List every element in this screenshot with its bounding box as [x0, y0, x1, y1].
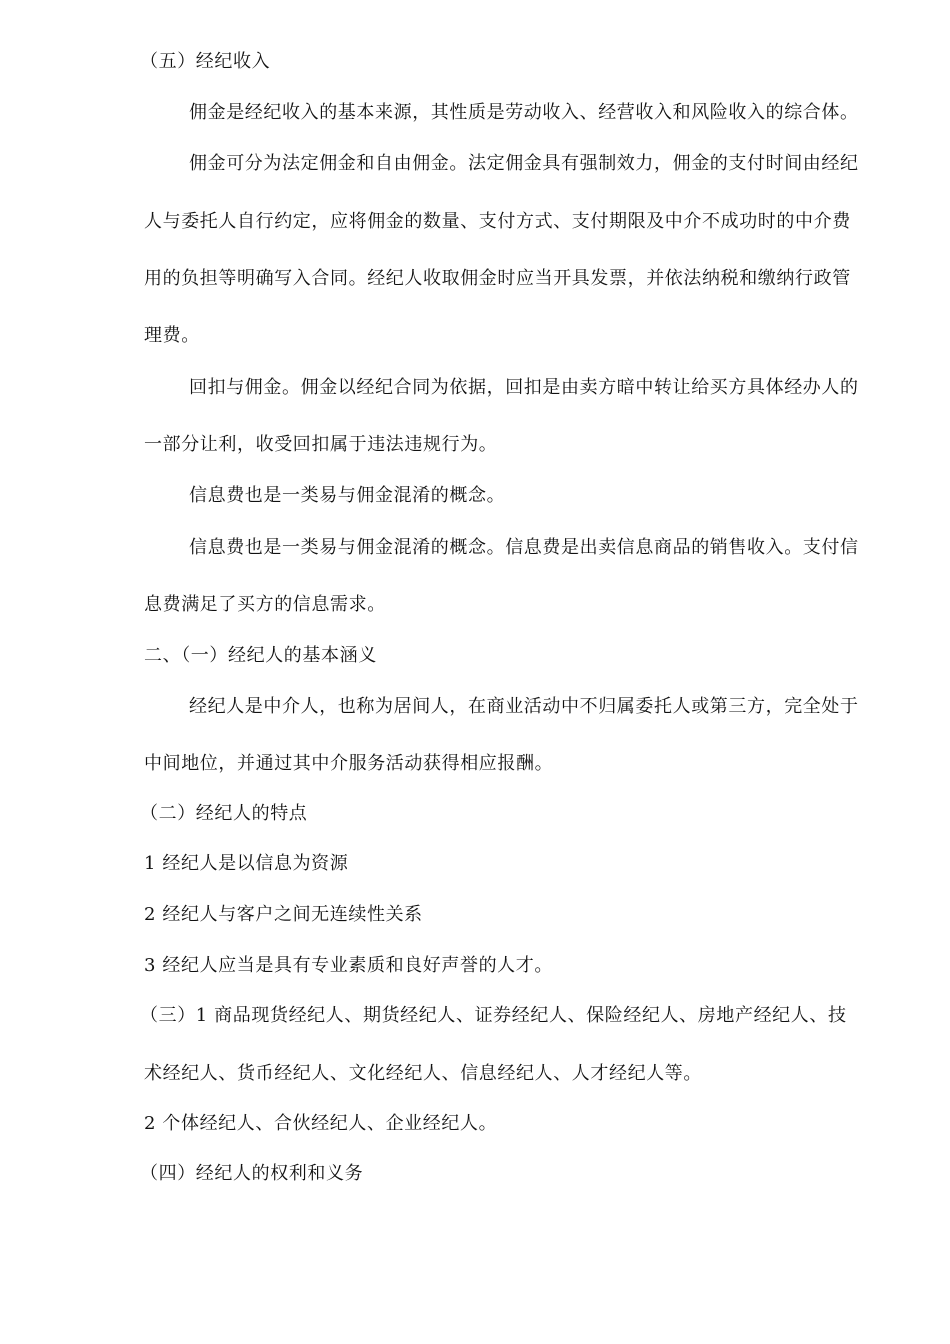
list-item: 1 经纪人是以信息为资源 [144, 853, 349, 874]
section-heading-characteristics: （二）经纪人的特点 [140, 803, 308, 824]
paragraph-line: 息费满足了买方的信息需求。 [144, 594, 386, 615]
list-item: 2 个体经纪人、合伙经纪人、企业经纪人。 [144, 1113, 498, 1134]
paragraph-line: 一部分让利，收受回扣属于违法违规行为。 [144, 434, 498, 455]
list-item: 3 经纪人应当是具有专业素质和良好声誉的人才。 [144, 955, 553, 976]
paragraph-line: 信息费也是一类易与佣金混淆的概念。信息费是出卖信息商品的销售收入。支付信 [189, 537, 859, 558]
paragraph-line: 信息费也是一类易与佣金混淆的概念。 [189, 485, 506, 506]
list-item: 2 经纪人与客户之间无连续性关系 [144, 904, 423, 925]
section-heading-commission-income: （五）经纪收入 [140, 51, 271, 72]
paragraph-line: 理费。 [144, 325, 200, 346]
paragraph-line: 用的负担等明确写入合同。经纪人收取佣金时应当开具发票，并依法纳税和缴纳行政管 [144, 268, 851, 289]
section-heading-rights-duties: （四）经纪人的权利和义务 [140, 1163, 364, 1184]
paragraph-line: 佣金是经纪收入的基本来源，其性质是劳动收入、经营收入和风险收入的综合体。 [189, 102, 859, 123]
section-heading-basic-meaning: 二、（一）经纪人的基本涵义 [144, 645, 377, 666]
paragraph-line: 经纪人是中介人，也称为居间人，在商业活动中不归属委托人或第三方，完全处于 [189, 696, 859, 717]
paragraph-line: 术经纪人、货币经纪人、文化经纪人、信息经纪人、人才经纪人等。 [144, 1063, 702, 1084]
paragraph-line: 人与委托人自行约定，应将佣金的数量、支付方式、支付期限及中介不成功时的中介费 [144, 211, 851, 232]
paragraph-line: 佣金可分为法定佣金和自由佣金。法定佣金具有强制效力，佣金的支付时间由经纪 [189, 153, 859, 174]
paragraph-line: 中间地位，并通过其中介服务活动获得相应报酬。 [144, 753, 554, 774]
section-heading-types: （三）1 商品现货经纪人、期货经纪人、证券经纪人、保险经纪人、房地产经纪人、技 [140, 1005, 847, 1026]
paragraph-line: 回扣与佣金。佣金以经纪合同为依据，回扣是由卖方暗中转让给买方具体经办人的 [189, 377, 859, 398]
